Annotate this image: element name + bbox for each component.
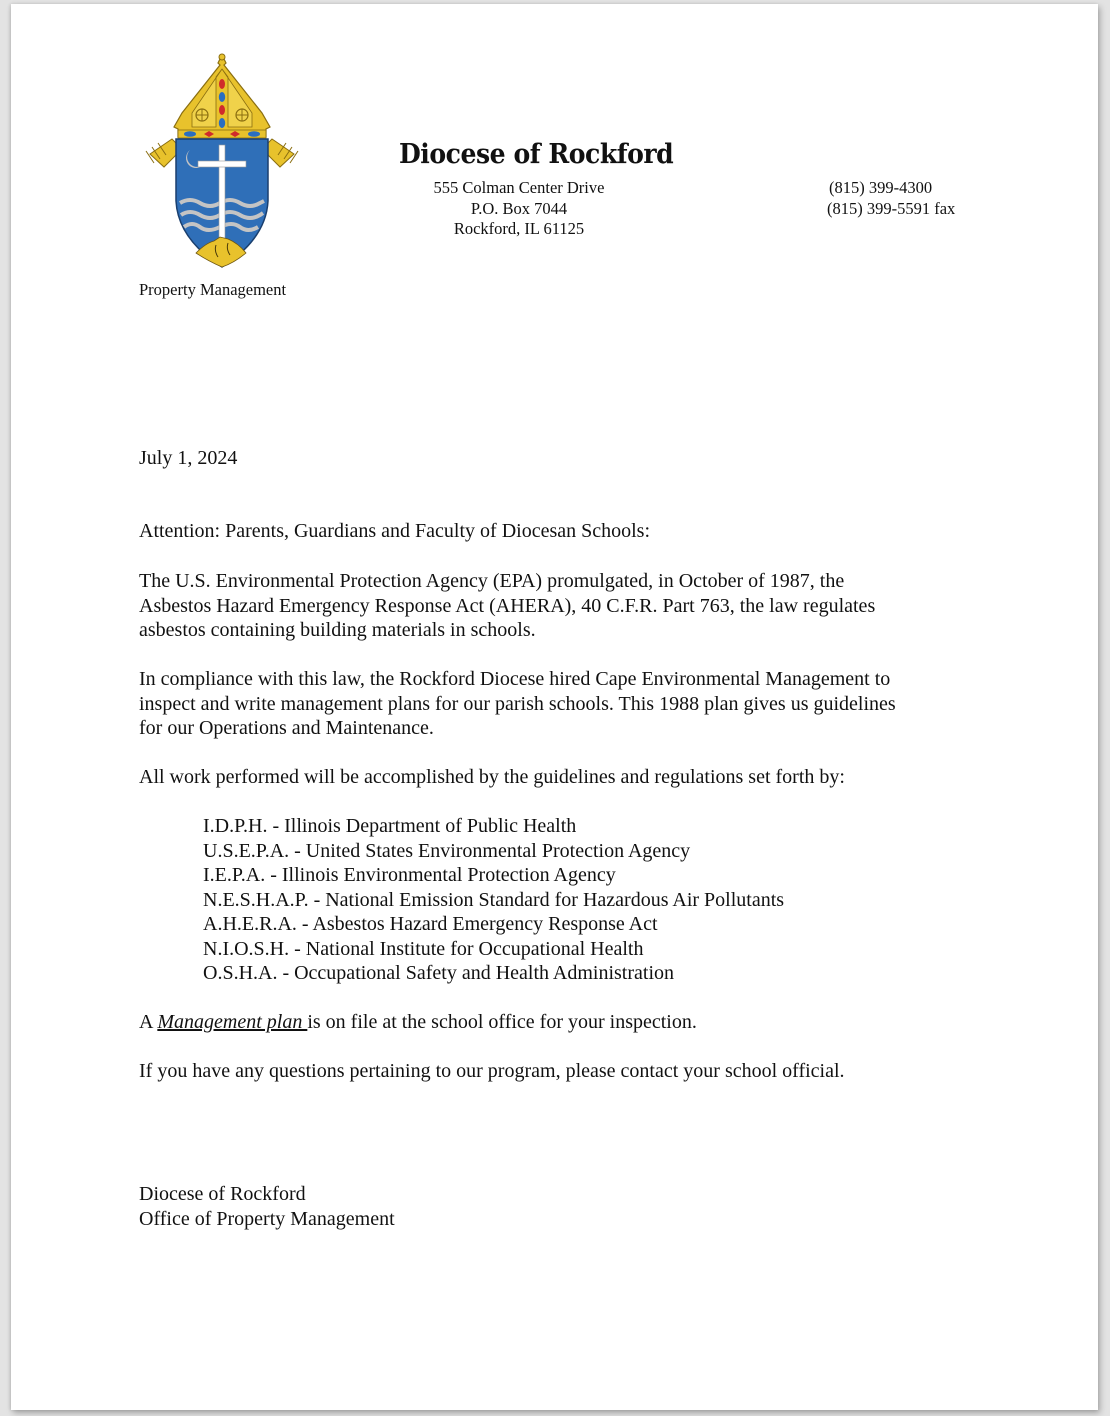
agency-item: I.D.P.H. - Illinois Department of Public Health [203,815,577,837]
salutation: Attention: Parents, Guardians and Faculty of Diocesan Schools: [139,520,651,542]
document-page [11,4,1098,1410]
diocesan-crest-icon [142,51,302,271]
paragraph-line: Asbestos Hazard Emergency Response Act (AHERA), 40 C.F.R. Part 763, the law regulates [139,594,876,617]
address-po-box: P.O. Box 7044 [470,198,568,218]
address-city: Rockford, IL 61125 [453,219,585,238]
management-plan-link[interactable]: Management plan [157,1011,308,1033]
paragraph-line: The U.S. Environmental Protection Agency (EPA) promulgated, in October of 1987, the [139,570,845,592]
signature-block [139,1182,395,1231]
agency-item: U.S.E.P.A. - United States Environmental Protection Agency [203,839,691,862]
management-plan-notice [139,1010,697,1035]
paragraph-line: In compliance with this law, the Rockford Diocese hired Cape Environmental Management to [139,668,891,690]
paragraph-line: for our Operations and Maintenance. [139,717,434,739]
agency-item: A.H.E.R.A. - Asbestos Hazard Emergency Response Act [203,913,658,935]
agency-item: N.I.O.S.H. - National Institute for Occupational Health [203,937,644,960]
agency-item: N.E.S.H.A.P. - National Emission Standard for Hazardous Air Pollutants [203,888,785,911]
agency-list [203,814,784,986]
agency-item: O.S.H.A. - Occupational Safety and Health Administration [203,962,675,984]
agency-item: I.E.P.A. - Illinois Environmental Protection Agency [203,864,616,886]
address-street: 555 Colman Center Drive [433,178,605,197]
department-label: Property Management [139,280,287,299]
mailing-address [399,178,639,240]
signature-org: Diocese of Rockford [139,1183,306,1205]
phone-number: (815) 399-4300 [829,178,933,197]
paragraph-guidelines: All work performed will be accomplished by the guidelines and regulations set forth by: [139,766,845,788]
paragraph-epa-ahera [139,569,875,643]
paragraph-line: inspect and write management plans for our parish schools. This 1988 plan gives us guidelines [139,692,896,715]
questions-note: If you have any questions pertaining to our program, please contact your school official. [139,1060,845,1082]
fax-number: (815) 399-5591 fax [827,198,956,218]
paragraph-compliance [139,667,896,741]
signature-office: Office of Property Management [139,1207,395,1230]
notice-prefix: A [139,1011,158,1033]
contact-numbers [829,178,955,219]
paragraph-line: asbestos containing building materials in schools. [139,619,536,641]
notice-suffix: is on file at the school office for your inspection. [307,1011,697,1033]
organization-name: Diocese of Rockford [399,139,674,170]
letter-date: July 1, 2024 [139,447,238,469]
